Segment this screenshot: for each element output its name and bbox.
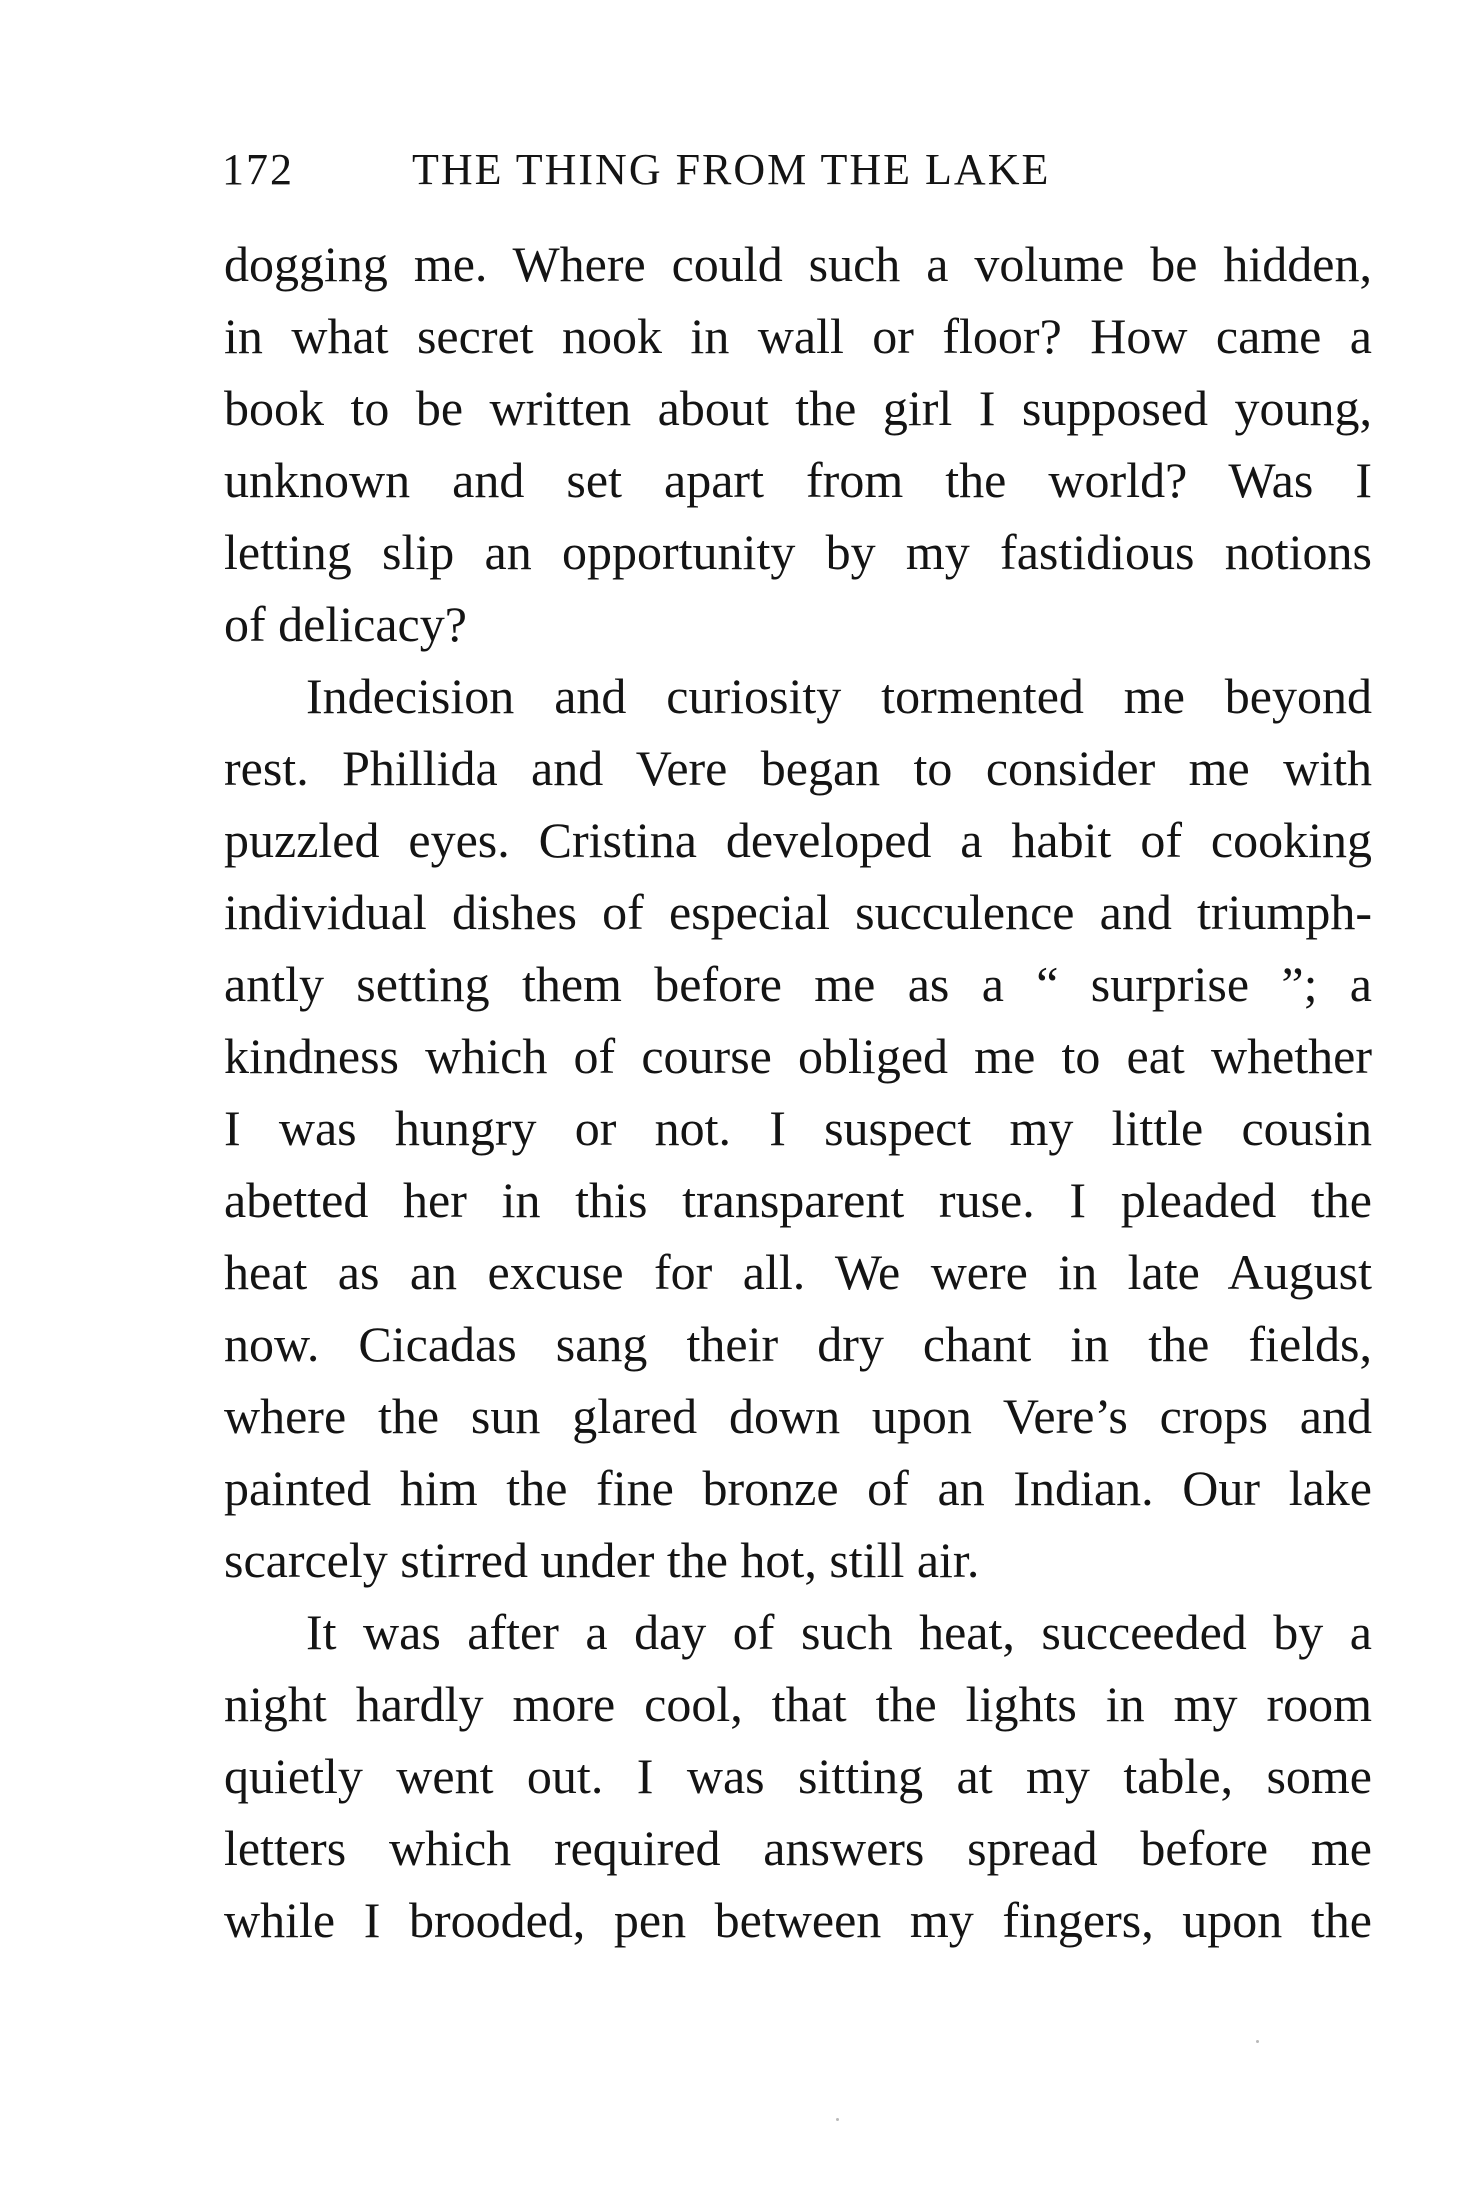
paper-speck	[836, 2118, 839, 2121]
text-line: rest. Phillida and Vere began to consider me with	[224, 740, 1372, 796]
text-line: abetted her in this transparent ruse. I pleaded the	[224, 1172, 1372, 1228]
text-line: letting slip an opportunity by my fastidious notions	[224, 524, 1372, 580]
text-line: heat as an excuse for all. We were in late August	[224, 1244, 1372, 1300]
text-line: in what secret nook in wall or floor? How came a	[224, 308, 1372, 364]
text-line: book to be written about the girl I supposed young,	[224, 380, 1372, 436]
text-line: unknown and set apart from the world? Was I	[224, 452, 1372, 508]
text-line: painted him the fine bronze of an Indian. Our lake	[224, 1460, 1372, 1516]
text-line: Indecision and curiosity tormented me beyond	[306, 668, 1372, 724]
body-text	[224, 228, 1372, 1956]
page-number: 172	[222, 145, 294, 194]
text-line: while I brooded, pen between my fingers, upon the	[224, 1892, 1372, 1948]
text-line: scarcely stirred under the hot, still air.	[224, 1532, 980, 1588]
text-line: of delicacy?	[224, 596, 467, 652]
text-line: quietly went out. I was sitting at my table, some	[224, 1748, 1372, 1804]
paper-speck	[1256, 2040, 1259, 2043]
text-line: individual dishes of especial succulence and triumph-	[224, 884, 1372, 940]
text-line: antly setting them before me as a “ surprise ”; a	[224, 956, 1372, 1012]
text-line: letters which required answers spread before me	[224, 1820, 1372, 1876]
text-line: now. Cicadas sang their dry chant in the fields,	[224, 1316, 1372, 1372]
running-title: THE THING FROM THE LAKE	[412, 145, 1051, 194]
text-line: dogging me. Where could such a volume be hidden,	[224, 236, 1372, 292]
running-head	[222, 140, 1372, 200]
text-line: puzzled eyes. Cristina developed a habit of cooking	[224, 812, 1372, 868]
text-line: kindness which of course obliged me to eat whether	[224, 1028, 1372, 1084]
text-line: It was after a day of such heat, succeeded by a	[306, 1604, 1372, 1660]
text-line: I was hungry or not. I suspect my little cousin	[224, 1100, 1372, 1156]
text-line: night hardly more cool, that the lights in my room	[224, 1676, 1372, 1732]
text-line: where the sun glared down upon Vere’s crops and	[224, 1388, 1372, 1444]
